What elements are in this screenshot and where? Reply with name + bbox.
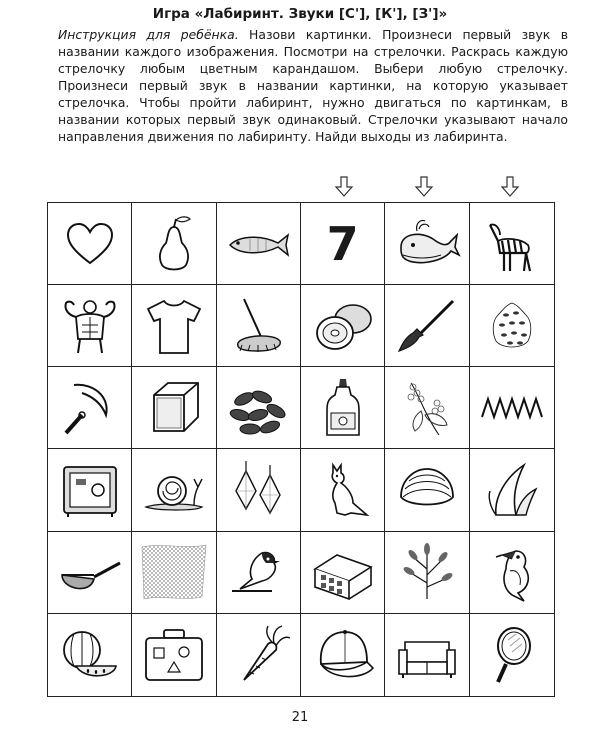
maze-cell[interactable]	[217, 449, 301, 531]
sieve-icon	[54, 539, 126, 605]
maze-cell[interactable]	[48, 367, 132, 449]
maze-cell[interactable]	[385, 449, 469, 531]
zebra-icon	[476, 211, 548, 277]
watermelon-icon	[54, 622, 126, 688]
pear-icon	[138, 211, 210, 277]
cap-icon	[307, 622, 379, 688]
maze-cell[interactable]	[470, 285, 554, 367]
maze-cell[interactable]	[217, 367, 301, 449]
maze-cell[interactable]	[470, 614, 554, 696]
maze-cell[interactable]	[132, 614, 216, 696]
sofa-icon	[391, 622, 463, 688]
seven-digit: 7	[326, 216, 359, 271]
maze-cell[interactable]	[48, 203, 132, 285]
maze-cell[interactable]	[301, 614, 385, 696]
brick-icon	[307, 539, 379, 605]
instruction-text: Назови картинки. Произнеси первый звук в названии каждого изображения. Посмотри на стрелочки. Раскрась каждую стрелочку любым цветным карандашом. Выбери любую стрелочку. Произнеси первый звук в названии картинки, на которую указывает стрелочка. Чтобы пройти лабиринт, нужно двигаться по картинкам, в названии которых первый звук одинаковый. Стрелочки указывают начало направления движения по лабиринту. Найди выходы из лабиринта.	[58, 27, 568, 144]
maze-cell[interactable]	[217, 285, 301, 367]
instruction-paragraph	[58, 26, 568, 145]
maze-cell[interactable]	[48, 449, 132, 531]
suitcase-icon	[138, 622, 210, 688]
sickle-icon	[54, 375, 126, 441]
maze-cell[interactable]	[48, 532, 132, 614]
maze-cell[interactable]	[132, 449, 216, 531]
snail-icon	[138, 457, 210, 523]
maze-cell[interactable]	[385, 614, 469, 696]
ketchup-icon	[307, 375, 379, 441]
maze-cell[interactable]	[301, 285, 385, 367]
kangaroo-icon	[307, 457, 379, 523]
maze-cell[interactable]	[385, 285, 469, 367]
seeds-icon	[476, 293, 548, 359]
meringue-icon	[391, 457, 463, 523]
maze-cell[interactable]	[301, 449, 385, 531]
maze-cell[interactable]	[132, 367, 216, 449]
maze-cell[interactable]	[385, 532, 469, 614]
maze-cell[interactable]	[132, 285, 216, 367]
maze-cell[interactable]	[470, 203, 554, 285]
heart-icon	[54, 211, 126, 277]
titmouse-icon	[222, 539, 294, 605]
whale-icon	[391, 211, 463, 277]
maze-cell[interactable]	[48, 614, 132, 696]
maze-cell[interactable]	[470, 449, 554, 531]
maze-grid	[47, 202, 555, 697]
maze-cell[interactable]	[470, 532, 554, 614]
instruction-label: Инструкция для ребёнка.	[58, 27, 239, 42]
page-title: Игра «Лабиринт. Звуки [С'], [К'], [З']»	[152, 6, 448, 22]
arrow-down-icon	[334, 176, 354, 198]
maze-cell[interactable]	[385, 203, 469, 285]
net-icon	[138, 539, 210, 605]
safe-icon	[54, 457, 126, 523]
maze-cell[interactable]	[301, 203, 385, 285]
maze-cell[interactable]	[217, 203, 301, 285]
fish-icon	[222, 211, 294, 277]
maze-cell[interactable]	[470, 367, 554, 449]
bodybuilder-icon	[54, 293, 126, 359]
lilac-icon	[391, 375, 463, 441]
maze-cell[interactable]	[217, 614, 301, 696]
maze-cell[interactable]	[385, 367, 469, 449]
kiwi-icon	[307, 293, 379, 359]
mop-icon	[222, 293, 294, 359]
sunflower-seeds-icon	[222, 375, 294, 441]
zigzag-icon	[476, 375, 548, 441]
mirror-icon	[476, 622, 548, 688]
cube-icon	[138, 375, 210, 441]
herbs-icon	[391, 539, 463, 605]
tshirt-icon	[138, 293, 210, 359]
maze-cell[interactable]	[132, 203, 216, 285]
maze-cell[interactable]	[301, 532, 385, 614]
maze-cell[interactable]	[217, 532, 301, 614]
kingfisher-icon	[476, 539, 548, 605]
brush-icon	[391, 293, 463, 359]
page-number: 21	[291, 710, 309, 725]
arrow-down-icon	[414, 176, 434, 198]
maze-cell[interactable]	[132, 532, 216, 614]
maze-cell[interactable]	[301, 367, 385, 449]
earrings-icon	[222, 457, 294, 523]
maze-cell[interactable]	[48, 285, 132, 367]
banana-icon	[476, 457, 548, 523]
carrot-icon	[222, 622, 294, 688]
arrow-down-icon	[500, 176, 520, 198]
